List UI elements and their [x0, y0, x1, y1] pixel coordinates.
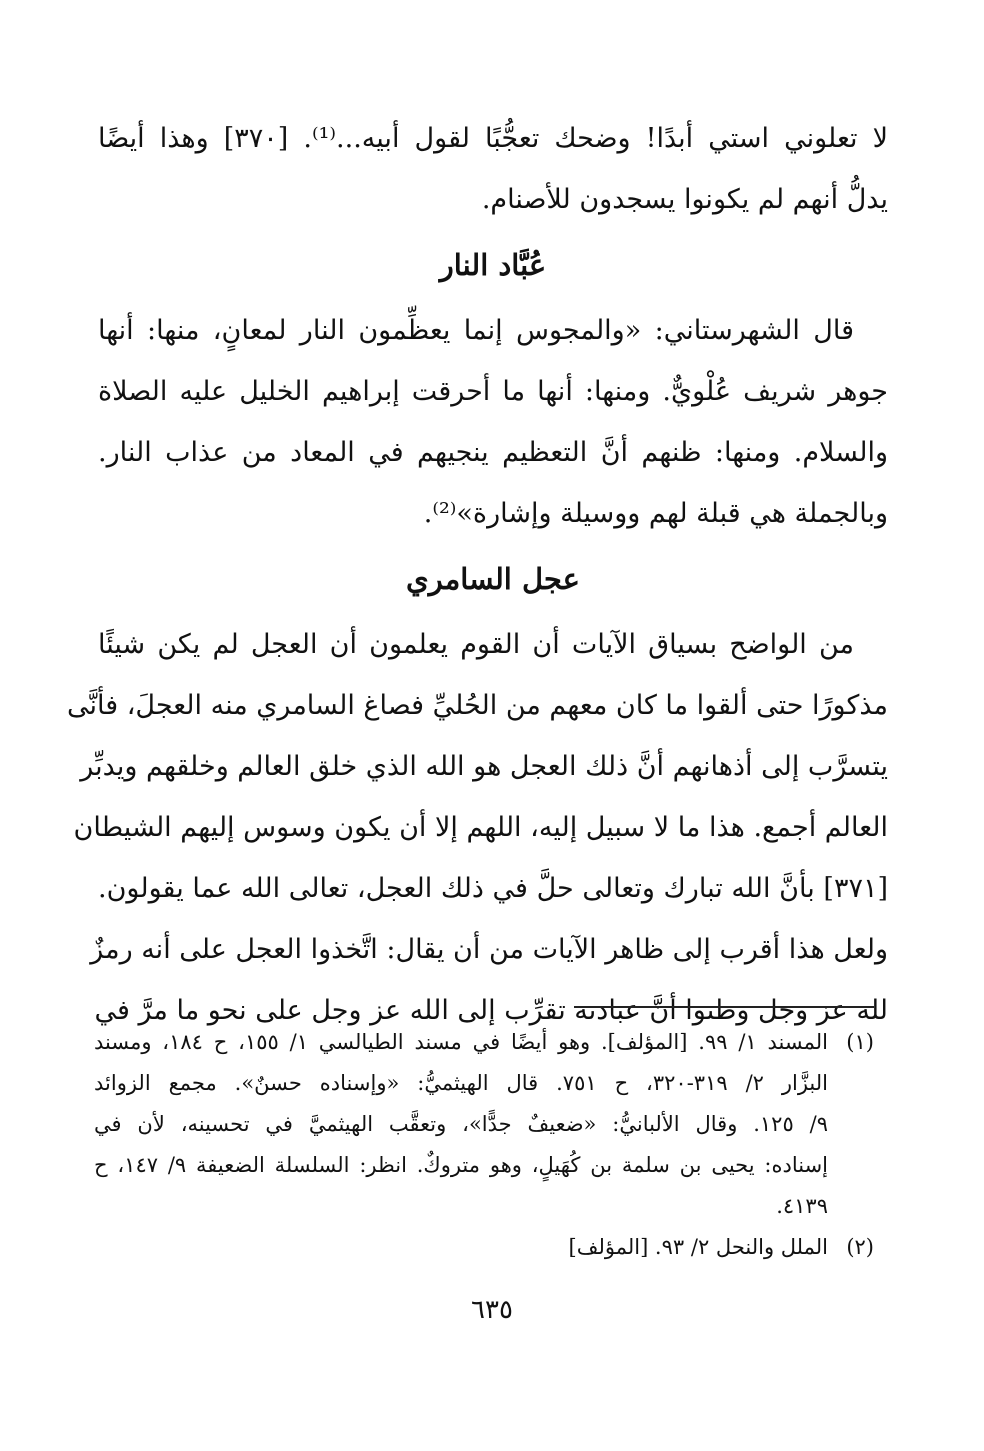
text-line: لله عز وجل وظنوا أنَّ عبادته تقرِّب إلى الله عز وجل على نحو ما مرَّ في: [94, 995, 888, 1026]
footnote-line: إسناده: يحيى بن سلمة بن كُهَيلٍ، وهو متروكٌ. انظر: السلسلة الضعيفة ٩/ ١٤٧، ح: [94, 1153, 828, 1177]
text-line: العالم أجمع. هذا ما لا سبيل إليه، اللهم إلا أن يكون وسوس إليهم الشيطان: [73, 812, 888, 843]
footnotes: [94, 1022, 874, 1268]
footnote-text: المسند ١/ ٩٩. [المؤلف]. وهو أيضًا في مسند الطيالسي ١/ ١٥٥، ح ١٨٤، ومسند: [94, 1030, 828, 1054]
intro-paragraph: [98, 108, 888, 230]
text-line: [٣٧١] بأنَّ الله تبارك وتعالى حلَّ في ذلك العجل، تعالى الله عما يقولون.: [98, 873, 888, 904]
text-line: مذكورًا حتى ألقوا ما كان معهم من الحُليِّ فصاغ السامري منه العجلَ، فأنَّى: [66, 690, 888, 721]
footnote-marker: (٢): [846, 1235, 874, 1259]
page-number: ٦٣٥: [471, 1295, 513, 1325]
footnote-line: البزَّار ٢/ ٣١٩-٣٢٠، ح ٧٥١. قال الهيثميُّ: «وإسناده حسنٌ». مجمع الزوائد: [94, 1071, 829, 1095]
footnote-text: الملل والنحل ٢/ ٩٣. [المؤلف]: [568, 1235, 828, 1259]
samiri-calf-paragraph: [66, 614, 888, 1041]
footnote-1: [94, 1022, 874, 1227]
text-line: من الواضح بسياق الآيات أن القوم يعلمون أن العجل لم يكن شيئًا: [98, 629, 854, 660]
section-heading-fire-worshippers: عُبَّاد النار: [439, 248, 547, 282]
text-line: جوهر شريف عُلْويٌّ. ومنها: أنها ما أحرقت إبراهيم الخليل عليه الصلاة: [98, 376, 888, 407]
footnote-2: [94, 1227, 874, 1268]
text-line: يدلُّ أنهم لم يكونوا يسجدون للأصنام.: [481, 184, 888, 215]
footnote-line: [94, 1227, 874, 1268]
text-line: لا تعلوني استي أبدًا! وضحك تعجُّبًا لقول أبيه...⁽¹⁾. [٣٧٠] وهذا أيضًا: [98, 123, 888, 154]
footnote-marker: (١): [846, 1030, 874, 1054]
section-heading-samiri-calf: عجل السامري: [406, 562, 580, 596]
page-body: [66, 108, 888, 1041]
text-line: والسلام. ومنها: ظنهم أنَّ التعظيم ينجيهم في المعاد من عذاب النار.: [98, 437, 888, 468]
text-line: قال الشهرستاني: «والمجوس إنما يعظِّمون النار لمعانٍ، منها: أنها: [98, 315, 854, 346]
fire-worshippers-paragraph: [98, 300, 888, 544]
text-line: يتسرَّب إلى أذهانهم أنَّ ذلك العجل هو الله الذي خلق العالم وخلقهم ويدبِّر: [80, 751, 888, 782]
footnote-divider: [574, 1006, 874, 1008]
footnote-line: ٤١٣٩.: [776, 1194, 828, 1218]
footnote-line: ٩/ ١٢٥. وقال الألبانيُّ: «ضعيفٌ جدًّا»، وتعقَّب الهيثميَّ في تحسينه، لأن في: [94, 1112, 828, 1136]
footnote-line: [94, 1022, 874, 1063]
text-line: وبالجملة هي قبلة لهم ووسيلة وإشارة»⁽²⁾.: [423, 498, 888, 529]
text-line: ولعل هذا أقرب إلى ظاهر الآيات من أن يقال: اتَّخذوا العجل على أنه رمزٌ: [90, 934, 888, 965]
